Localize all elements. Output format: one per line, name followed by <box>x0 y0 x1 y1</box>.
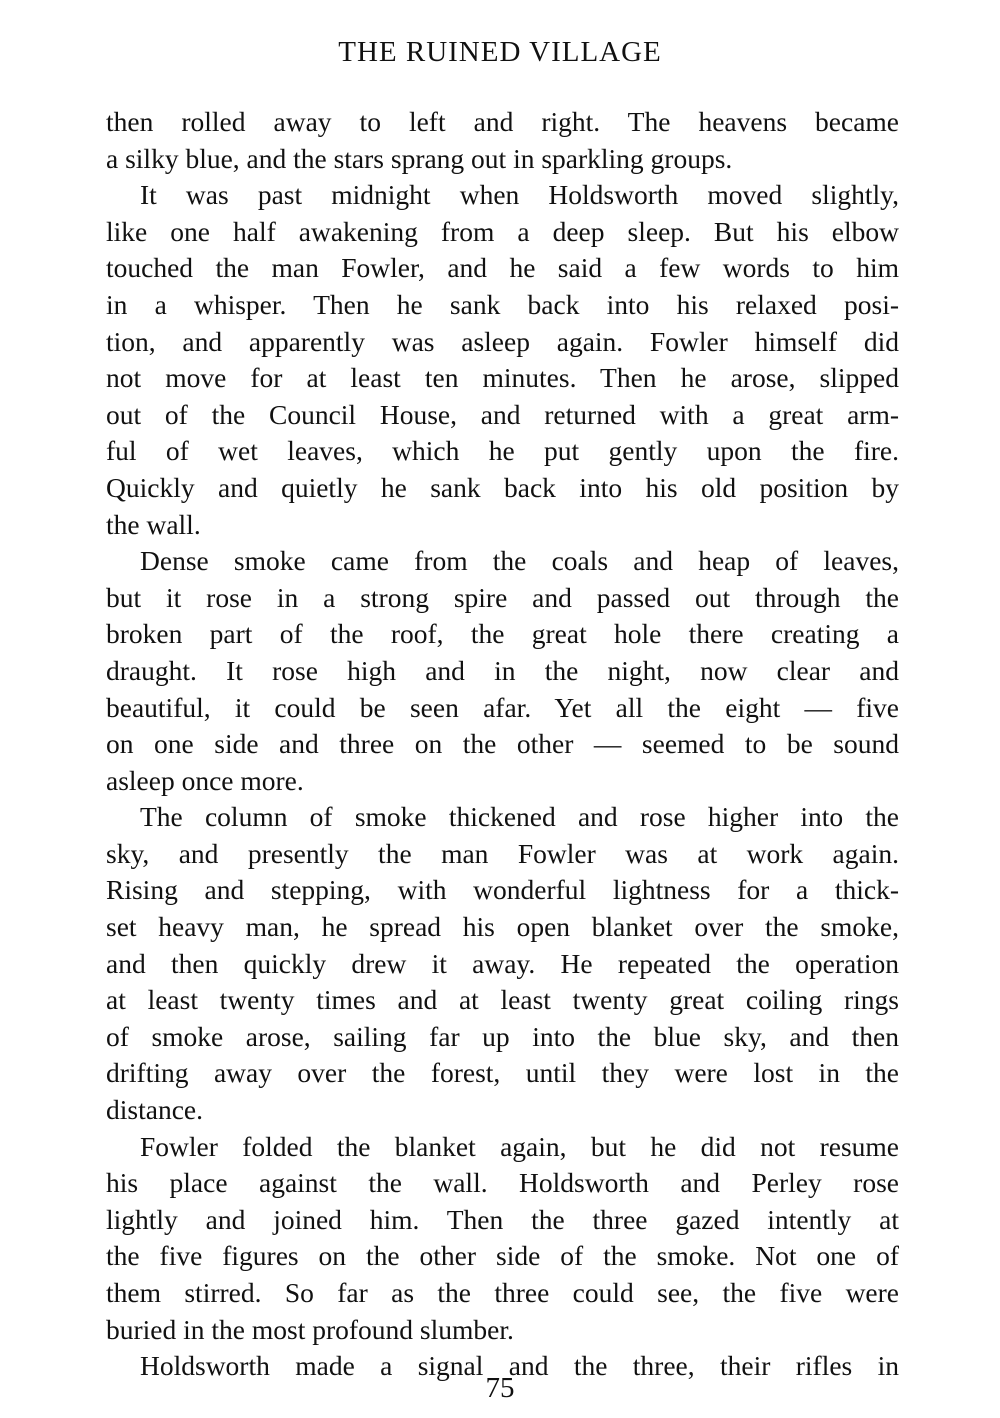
text-line: in a whisper. Then he sank back into his relaxed posi- <box>106 288 899 320</box>
text-line: then rolled away to left and right. The heavens became <box>106 106 899 137</box>
text-line: set heavy man, he spread his open blanket over the smoke, <box>106 911 899 943</box>
text-line: Fowler folded the blanket again, but he did not resume <box>140 1130 899 1162</box>
text-line: lightly and joined him. Then the three gazed intently at <box>106 1203 899 1235</box>
text-line: his place against the wall. Holdsworth and Perley rose <box>106 1167 899 1199</box>
text-line: them stirred. So far as the three could see, the five were <box>106 1277 899 1308</box>
text-line: but it rose in a strong spire and passed out through the <box>106 581 899 613</box>
text-line: on one side and three on the other — seemed to be sound <box>106 728 899 760</box>
text-line: the wall. <box>106 508 201 540</box>
text-line: Dense smoke came from the coals and heap of leaves, <box>140 545 899 577</box>
text-line: like one half awakening from a deep sleep. But his elbow <box>106 215 899 247</box>
text-line: drifting away over the forest, until they were lost in the <box>106 1057 899 1089</box>
text-line: The column of smoke thickened and rose higher into the <box>140 801 899 833</box>
text-line: of smoke arose, sailing far up into the blue sky, and then <box>106 1020 899 1052</box>
text-line: Holdsworth made a signal and the three, their rifles in <box>140 1350 899 1382</box>
text-line: buried in the most profound slumber. <box>106 1313 514 1345</box>
page-number: 75 <box>485 1372 515 1404</box>
text-line: and then quickly drew it away. He repeated the operation <box>106 947 899 979</box>
text-line: not move for at least ten minutes. Then he arose, slipped <box>106 362 899 394</box>
text-line: a silky blue, and the stars sprang out in sparkling groups. <box>106 142 733 174</box>
body-text <box>106 104 899 1385</box>
text-line: draught. It rose high and in the night, now clear and <box>106 654 899 686</box>
text-line: touched the man Fowler, and he said a few words to him <box>106 252 899 284</box>
text-line: distance. <box>106 1094 203 1126</box>
text-line: tion, and apparently was asleep again. Fowler himself did <box>106 325 899 357</box>
text-line: the five figures on the other side of the smoke. Not one of <box>106 1240 899 1272</box>
text-line: Rising and stepping, with wonderful lightness for a thick- <box>106 874 899 906</box>
text-line: Quickly and quietly he sank back into his old position by <box>106 471 899 503</box>
text-line: at least twenty times and at least twenty great coiling rings <box>106 984 899 1016</box>
text-line: broken part of the roof, the great hole there creating a <box>106 618 899 650</box>
running-head: THE RUINED VILLAGE <box>338 36 662 68</box>
text-line: out of the Council House, and returned with a great arm- <box>106 398 899 430</box>
text-line: It was past midnight when Holdsworth moved slightly, <box>140 179 899 211</box>
text-line: beautiful, it could be seen afar. Yet all the eight — five <box>106 691 899 723</box>
text-line: asleep once more. <box>106 764 304 796</box>
text-line: ful of wet leaves, which he put gently upon the fire. <box>106 435 899 467</box>
text-line: sky, and presently the man Fowler was at work again. <box>106 837 899 869</box>
